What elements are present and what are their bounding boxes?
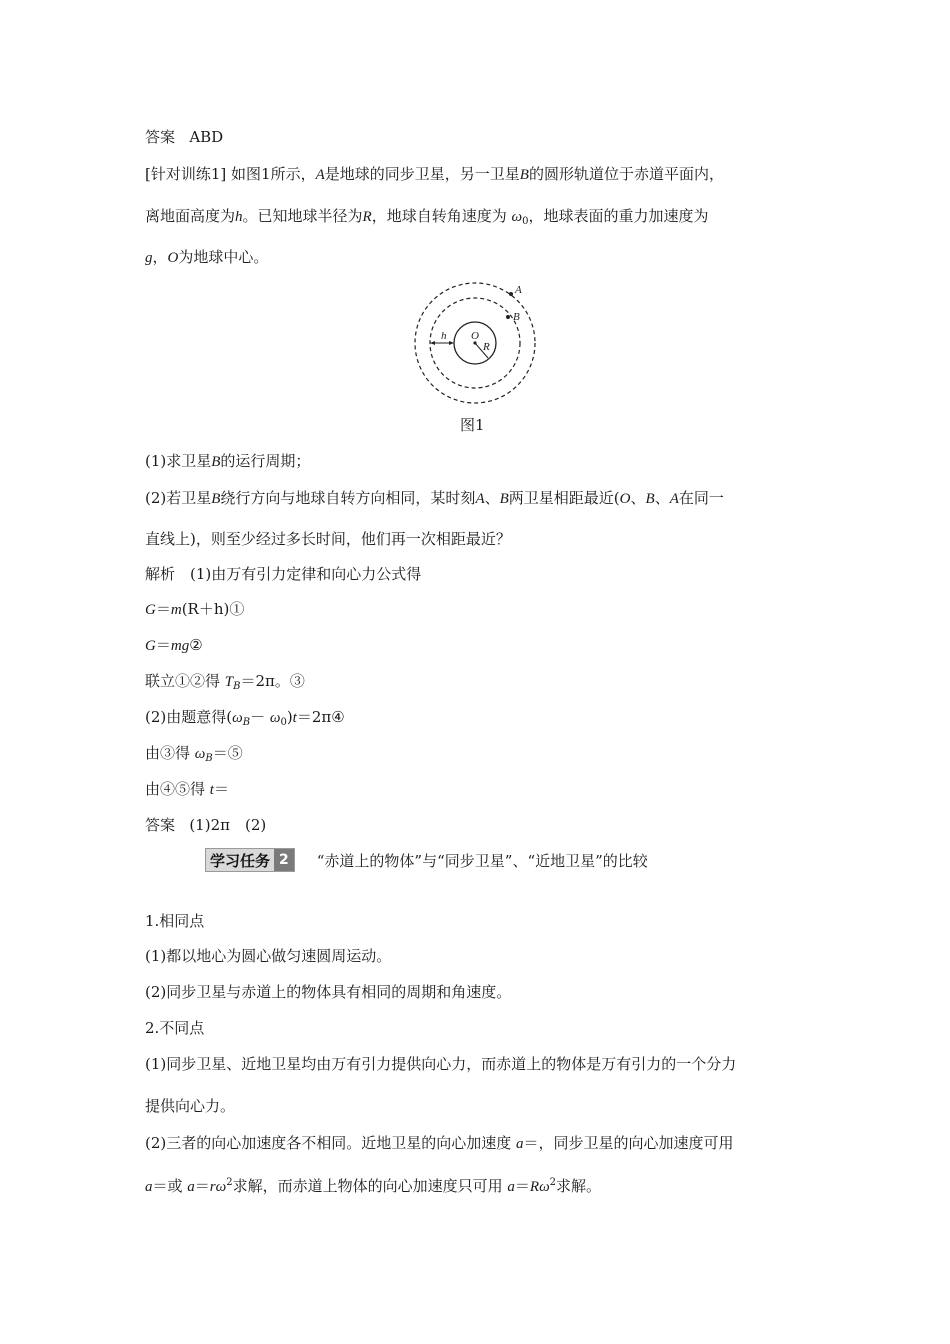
point-text: (2)三者的向心加速度各不相同。近地卫星的向心加速度: [145, 1134, 517, 1152]
point-text: ＝，同步卫星的向心加速度可用: [523, 1134, 734, 1152]
omega-symbol: ω: [511, 209, 523, 225]
problem-text: 的圆形轨道位于赤道平面内，: [528, 165, 724, 183]
arrow-head-right: [449, 341, 454, 345]
question-text: 、: [630, 489, 646, 507]
superscript: 2: [226, 1177, 233, 1188]
task-badge-number: 2: [274, 849, 294, 871]
answer-label: 答案: [145, 128, 176, 146]
answer-label: 答案: [145, 816, 176, 834]
question-text: 、: [484, 489, 500, 507]
var-a-accel: a: [145, 1179, 153, 1195]
point-text: ＝: [194, 1177, 210, 1195]
question-text: (1)求卫星: [145, 452, 212, 470]
task-badge: [205, 848, 295, 872]
var-mg: mg: [170, 638, 190, 654]
var-g-const: G: [145, 602, 156, 618]
var-r: R: [362, 209, 372, 225]
equals: ＝: [155, 636, 171, 654]
var-o: O: [167, 250, 179, 266]
equation-text: －: [250, 708, 270, 726]
subscript: 0: [522, 216, 529, 227]
point-2: (2)同步卫星与赤道上的物体具有相同的周期和角速度。: [145, 983, 512, 1001]
task-title: “赤道上的物体”与“同步卫星”、“近地卫星”的比较: [316, 851, 648, 870]
var-a-accel: a: [187, 1179, 195, 1195]
var-b: B: [519, 167, 529, 183]
problem-line-2: [145, 205, 708, 233]
subscript: B: [205, 753, 213, 764]
problem-line-1: [145, 163, 724, 186]
var-t-period: T: [224, 674, 234, 690]
var-m: m: [170, 602, 182, 618]
omega-symbol: ω: [232, 710, 243, 726]
omega-symbol: ω: [269, 710, 281, 726]
var-b: B: [645, 491, 655, 507]
equals: ＝: [155, 600, 171, 618]
label-o: O: [471, 330, 479, 342]
point-text: ＝或: [152, 1177, 188, 1195]
section-heading-diff: 2.不同点: [145, 1019, 205, 1037]
subscript: 0: [280, 717, 287, 728]
omega-symbol: ω: [194, 746, 206, 762]
answer-line-1: [145, 126, 223, 148]
var-h: h: [235, 209, 243, 225]
satellite-a-dot: [509, 292, 513, 296]
omega-symbol: ω: [539, 1179, 550, 1195]
equation-text: ＝⑤: [212, 744, 243, 762]
subscript: B: [242, 717, 251, 728]
equation-text: ②: [189, 636, 203, 654]
problem-line-3: [145, 246, 268, 269]
answer-line-2: [145, 814, 266, 836]
equation-5: [145, 742, 243, 770]
problem-text: 为地球中心。: [178, 248, 269, 266]
equation-3: [145, 670, 305, 698]
point-4-line-2: [145, 1172, 601, 1198]
equation-text: ＝2π。③: [240, 672, 305, 690]
point-1: (1)都以地心为圆心做匀速圆周运动。: [145, 947, 392, 965]
var-r-small: r: [209, 1179, 216, 1195]
problem-text: 如图1所示，: [231, 165, 316, 183]
problem-text: 。已知地球半径为: [242, 207, 363, 225]
problem-text: 离地面高度为: [145, 207, 236, 225]
question-text: 在同一: [678, 489, 724, 507]
equation-4: [145, 706, 345, 734]
section-heading-same: 1.相同点: [145, 912, 205, 930]
label-b: B: [513, 311, 520, 323]
superscript: 2: [549, 1177, 557, 1188]
label-r: R: [483, 341, 490, 353]
equation-2: [145, 634, 203, 657]
var-o: O: [619, 491, 631, 507]
answer-value: (1)2π (2): [189, 816, 267, 834]
var-b: B: [499, 491, 509, 507]
problem-prefix: [针对训练1]: [145, 165, 227, 183]
satellite-b-dot: [506, 315, 510, 319]
task-badge-label: 学习任务: [210, 851, 271, 870]
var-g: g: [145, 250, 153, 266]
var-b: B: [211, 491, 221, 507]
equation-text: 由③得: [145, 744, 195, 762]
var-a: A: [475, 491, 485, 507]
var-t: t: [209, 782, 214, 798]
question-text: 、: [654, 489, 670, 507]
figure-caption: 图1: [460, 416, 485, 434]
question-1: [145, 450, 310, 473]
label-a: A: [515, 284, 522, 296]
problem-text: ，: [152, 248, 168, 266]
equation-text: (R＋h)①: [181, 600, 245, 618]
equation-text: 联立①②得: [145, 672, 225, 690]
problem-text: ，地球表面的重力加速度为: [528, 207, 709, 225]
label-h: h: [441, 330, 447, 342]
var-r-big: R: [529, 1179, 540, 1195]
solution-intro: 解析 (1)由万有引力定律和向心力公式得: [145, 565, 422, 583]
var-a-accel: a: [507, 1179, 515, 1195]
point-3-line-1: (1)同步卫星、近地卫星均由万有引力提供向心力，而赤道上的物体是万有引力的一个分力: [145, 1055, 737, 1073]
var-a: A: [315, 167, 325, 183]
equation-1: [145, 598, 244, 621]
problem-text: ，地球自转角速度为: [371, 207, 507, 225]
task-header: [205, 848, 648, 872]
question-text: (2)若卫星: [145, 489, 212, 507]
question-2-line-1: [145, 487, 724, 510]
var-a-accel: a: [516, 1136, 524, 1152]
point-4-line-1: [145, 1132, 734, 1155]
orbit-diagram: [410, 278, 540, 408]
omega-symbol: ω: [215, 1179, 227, 1195]
subscript: B: [233, 681, 241, 692]
point-text: ＝: [514, 1177, 530, 1195]
question-text: 绕行方向与地球自转方向相同，某时刻: [220, 489, 476, 507]
question-2-line-2: 直线上)，则至少经过多长时间，他们再一次相距最近？: [145, 530, 511, 548]
var-g-const: G: [145, 638, 156, 654]
point-3-line-2: 提供向心力。: [145, 1097, 236, 1115]
answer-value: ABD: [189, 128, 224, 146]
equation-text: ＝2π④: [296, 708, 345, 726]
point-text: 求解，而赤道上物体的向心加速度只可用: [232, 1177, 508, 1195]
equation-6: [145, 778, 229, 801]
arrow-head-left: [430, 341, 435, 345]
question-text: 两卫星相距最近(: [508, 489, 620, 507]
equation-text: (2)由题意得(: [145, 708, 233, 726]
var-a: A: [669, 491, 679, 507]
problem-text: 是地球的同步卫星，另一卫星: [324, 165, 520, 183]
question-text: 的运行周期；: [220, 452, 311, 470]
equation-text: ): [286, 708, 293, 726]
var-t: t: [292, 710, 297, 726]
equation-text: ＝: [213, 780, 229, 798]
point-text: 求解。: [556, 1177, 602, 1195]
equation-text: 由④⑤得: [145, 780, 210, 798]
var-b: B: [211, 454, 221, 470]
